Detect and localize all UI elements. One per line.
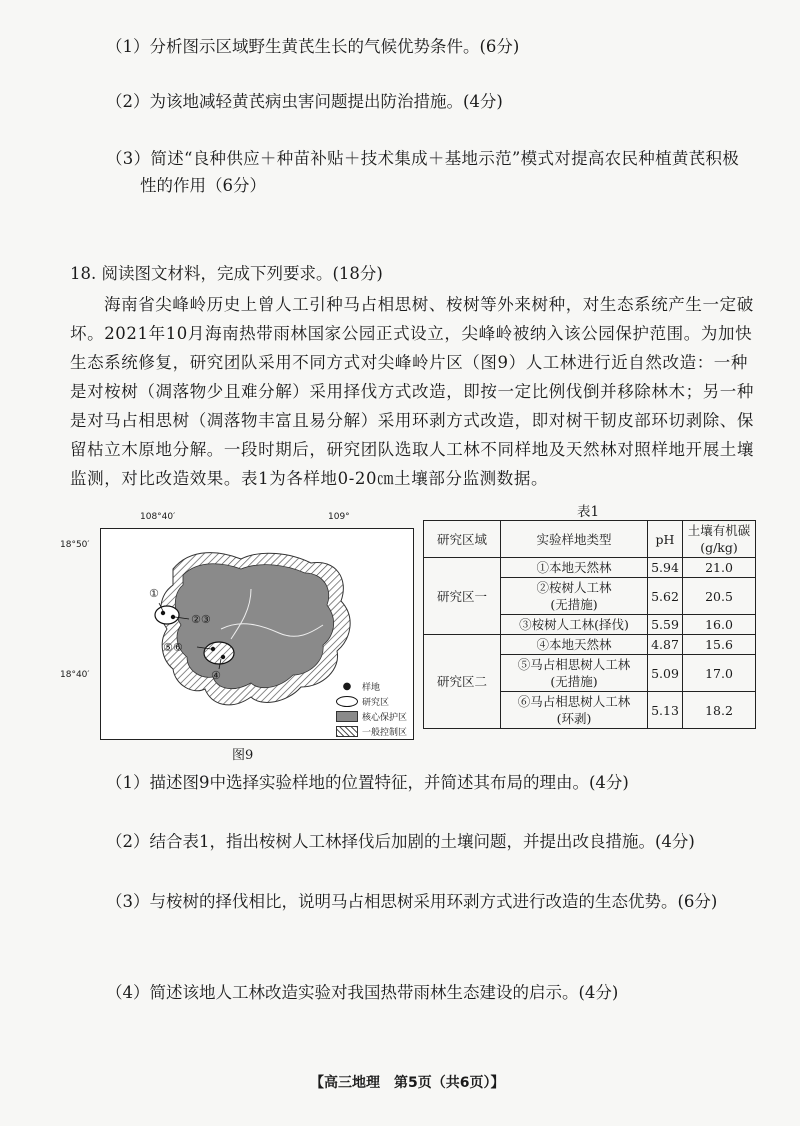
lon-label: 108°40′ <box>140 512 176 522</box>
type-cell: ①本地天然林 <box>501 558 648 578</box>
question-18-1: （1）描述图9中选择实验样地的位置特征，并简述其布局的理由。(4分) <box>106 773 629 792</box>
material-line: 海南省尖峰岭历史上曾人工引种马占相思树、桉树等外来树种，对生态系统产生一定破 <box>104 295 754 314</box>
site-label: ④ <box>211 669 221 682</box>
material-line: 留枯立木原地分解。一段时期后，研究团队选取人工林不同样地及天然林对照样地开展土壤 <box>70 440 754 459</box>
ph-cell: 5.62 <box>648 578 683 615</box>
material-line: 是对桉树（凋落物少且难分解）采用择伐方式改造，即按一定比例伐倒并移除林木；另一种 <box>70 382 754 401</box>
type-cell: ④本地天然林 <box>501 635 648 655</box>
site-label: ⑤⑥ <box>163 641 183 654</box>
ph-cell: 5.94 <box>648 558 683 578</box>
soc-cell: 17.0 <box>683 655 756 692</box>
table-header-row <box>424 521 756 558</box>
figure-caption: 图9 <box>232 748 254 763</box>
question-18-4: （4）简述该地人工林改造实验对我国热带雨林生态建设的启示。(4分) <box>106 983 619 1002</box>
type-cell: ②桉树人工林 (无措施) <box>501 578 648 615</box>
ph-cell: 5.09 <box>648 655 683 692</box>
legend-item: 研究区 <box>336 694 407 709</box>
question-18-3: （3）与桉树的择伐相比，说明马占相思树采用环剥方式进行改造的生态优势。(6分) <box>106 892 718 911</box>
type-cell: ⑥马占相思树人工林 (环剥) <box>501 692 648 729</box>
site-label: ① <box>149 587 159 600</box>
table-row <box>424 558 756 578</box>
material-line: 坏。2021年10月海南热带雨林国家公园正式设立，尖峰岭被纳入该公园保护范围。为加快 <box>70 324 753 343</box>
sample-point <box>211 647 215 651</box>
figure-9-map <box>60 508 420 763</box>
table-1 <box>423 520 756 729</box>
region-cell: 研究区二 <box>424 635 501 729</box>
site-label: ②③ <box>191 613 211 626</box>
header-cell: pH <box>648 521 683 558</box>
sample-point <box>221 655 225 659</box>
soc-cell: 15.6 <box>683 635 756 655</box>
ph-cell: 5.59 <box>648 615 683 635</box>
material-line: 是对马占相思树（凋落物丰富且易分解）采用环剥方式改造，即对树干韧皮部环切剥除、保 <box>70 411 754 430</box>
hatch-fill-icon <box>336 726 358 737</box>
type-cell: ③桉树人工林(择伐) <box>501 615 648 635</box>
soc-cell: 16.0 <box>683 615 756 635</box>
core-protection-zone <box>175 564 333 689</box>
research-area-1 <box>155 606 179 624</box>
header-cell: 研究区域 <box>424 521 501 558</box>
soc-cell: 20.5 <box>683 578 756 615</box>
sample-point <box>171 615 175 619</box>
legend-item: 核心保护区 <box>336 709 407 724</box>
table-caption: 表1 <box>577 504 600 520</box>
header-cell: 土壤有机碳 (g/kg) <box>683 521 756 558</box>
map-frame <box>100 528 414 740</box>
soc-cell: 21.0 <box>683 558 756 578</box>
type-cell: ⑤马占相思树人工林 (无措施) <box>501 655 648 692</box>
ellipse-icon <box>336 696 358 707</box>
ph-cell: 5.13 <box>648 692 683 729</box>
sample-point <box>161 611 165 615</box>
map-legend <box>336 679 407 739</box>
page-footer: 【高三地理 第5页（共6页）】 <box>310 1075 505 1091</box>
question-18-heading: 18. 阅读图文材料，完成下列要求。(18分) <box>70 264 383 283</box>
lat-label: 18°40′ <box>60 670 90 680</box>
lat-label: 18°50′ <box>60 540 90 550</box>
question-17-3: （3）简述“良种供应＋种苗补贴＋技术集成＋基地示范”模式对提高农民种植黄芪积极 <box>106 149 740 168</box>
region-cell: 研究区一 <box>424 558 501 635</box>
ph-cell: 4.87 <box>648 635 683 655</box>
soc-cell: 18.2 <box>683 692 756 729</box>
research-area-2 <box>204 642 234 664</box>
header-cell: 实验样地类型 <box>501 521 648 558</box>
gray-fill-icon <box>336 711 358 722</box>
question-17-2: （2）为该地减轻黄芪病虫害问题提出防治措施。(4分) <box>106 92 503 111</box>
dot-icon: ● <box>342 681 352 692</box>
question-17-3-cont: 性的作用（6分） <box>140 176 266 195</box>
material-line: 生态系统修复，研究团队采用不同方式对尖峰岭片区（图9）人工林进行近自然改造：一种 <box>70 353 748 372</box>
legend-item: 一般控制区 <box>336 724 407 739</box>
lon-label: 109° <box>328 512 350 522</box>
question-17-1: （1）分析图示区域野生黄芪生长的气候优势条件。(6分) <box>106 37 520 56</box>
question-18-2: （2）结合表1，指出桉树人工林择伐后加剧的土壤问题，并提出改良措施。(4分) <box>106 832 695 851</box>
material-line: 监测，对比改造效果。表1为各样地0-20㎝土壤部分监测数据。 <box>70 469 549 488</box>
table-row <box>424 635 756 655</box>
legend-item: ● 样地 <box>336 679 407 694</box>
